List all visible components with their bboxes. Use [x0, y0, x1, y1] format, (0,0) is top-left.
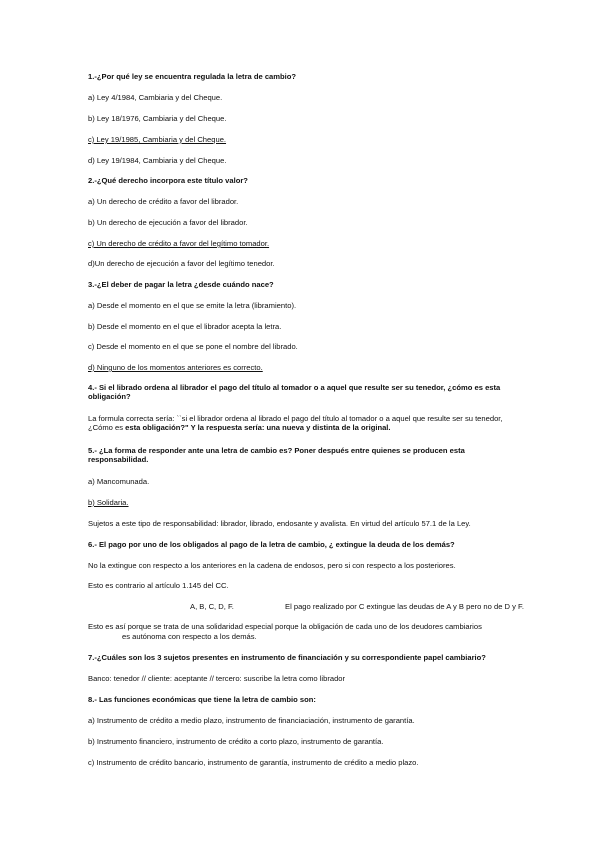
q8-option-a: a) Instrumento de crédito a medio plazo, instrumento de financiaciación, instrumento de garantía.: [88, 716, 415, 725]
q4-answer-text: La formula correcta sería: ``si el librador ordena al librado el pago del título al tomador o a aquel que resulte ser su tenedor, ¿Cómo es: [88, 414, 503, 432]
q6-example-label: A, B, C, D, F.: [190, 602, 234, 611]
q1-option-b: b) Ley 18/1976, Cambiaria y del Cheque.: [88, 114, 227, 123]
question-7: 7.-¿Cuáles son los 3 sujetos presentes en instrumento de financiación y su correspondiente papel cambiario?: [88, 653, 486, 662]
q3-option-b: b) Desde el momento en el que el librador acepta la letra.: [88, 322, 282, 331]
q5-option-b: b) Solidaria.: [88, 498, 129, 507]
question-4: 4.- Si el librado ordena al librador el pago del título al tomador o a aquel que resulte ser su tenedor, ¿cómo es esta obligación?: [88, 383, 501, 401]
q2-option-c: c) Un derecho de crédito a favor del legítimo tomador.: [88, 239, 270, 248]
q6-extra-1: Esto es así porque se trata de una solidaridad especial porque la obligación de cada uno de los deudores cambiarios: [88, 622, 482, 631]
q1-option-c: c) Ley 19/1985, Cambiaria y del Cheque.: [88, 135, 227, 144]
q6-example-text: El pago realizado por C extingue las deudas de A y B pero no de D y F.: [285, 602, 524, 611]
q3-option-a: a) Desde el momento en el que se emite la letra (libramiento).: [88, 301, 297, 310]
q2-option-a: a) Un derecho de crédito a favor del librador.: [88, 197, 239, 206]
q1-option-a: a) Ley 4/1984, Cambiaria y del Cheque.: [88, 93, 223, 102]
question-1: 1.-¿Por qué ley se encuentra regulada la letra de cambio?: [88, 72, 297, 81]
q5-explanation: Sujetos a este tipo de responsabilidad: librador, librado, endosante y avalista. En virtud del artículo 57.1 de la Ley.: [88, 519, 471, 528]
question-2: 2.-¿Qué derecho incorpora este título valor?: [88, 176, 248, 185]
q4-answer: [88, 414, 508, 432]
q4-answer-emphasis: esta obligación?" Y la respuesta sería: una nueva y distinta de la original.: [125, 423, 391, 432]
question-5: 5.- ¿La forma de responder ante una letra de cambio es? Poner después entre quienes se producen esta responsabilidad.: [88, 446, 465, 464]
q8-option-c: c) Instrumento de crédito bancario, instrumento de garantía, instrumento de crédito a medio plazo.: [88, 758, 419, 767]
q6-extra-2: es autónoma con respecto a los demás.: [122, 632, 257, 641]
question-8: 8.- Las funciones económicas que tiene la letra de cambio son:: [88, 695, 316, 704]
q5-option-a: a) Mancomunada.: [88, 477, 150, 486]
q6-answer: No la extingue con respecto a los anteriores en la cadena de endosos, pero si con respecto a los posteriores.: [88, 561, 456, 570]
q3-option-c: c) Desde el momento en el que se pone el nombre del librado.: [88, 342, 298, 351]
q7-answer: Banco: tenedor // cliente: aceptante // tercero: suscribe la letra como librador: [88, 674, 346, 683]
question-3: 3.-¿El deber de pagar la letra ¿desde cuándo nace?: [88, 280, 274, 289]
q6-note: Esto es contrario al artículo 1.145 del CC.: [88, 581, 229, 590]
q2-option-b: b) Un derecho de ejecución a favor del librador.: [88, 218, 248, 227]
q3-option-d: d) Ninguno de los momentos anteriores es correcto.: [88, 363, 263, 372]
q1-option-d: d) Ley 19/1984, Cambiaria y del Cheque.: [88, 156, 227, 165]
q8-option-b: b) Instrumento financiero, instrumento de crédito a corto plazo, instrumento de garantía.: [88, 737, 384, 746]
question-6: 6.- El pago por uno de los obligados al pago de la letra de cambio, ¿ extingue la deuda de los demás?: [88, 540, 455, 549]
q2-option-d: d)Un derecho de ejecución a favor del legítimo tenedor.: [88, 259, 275, 268]
